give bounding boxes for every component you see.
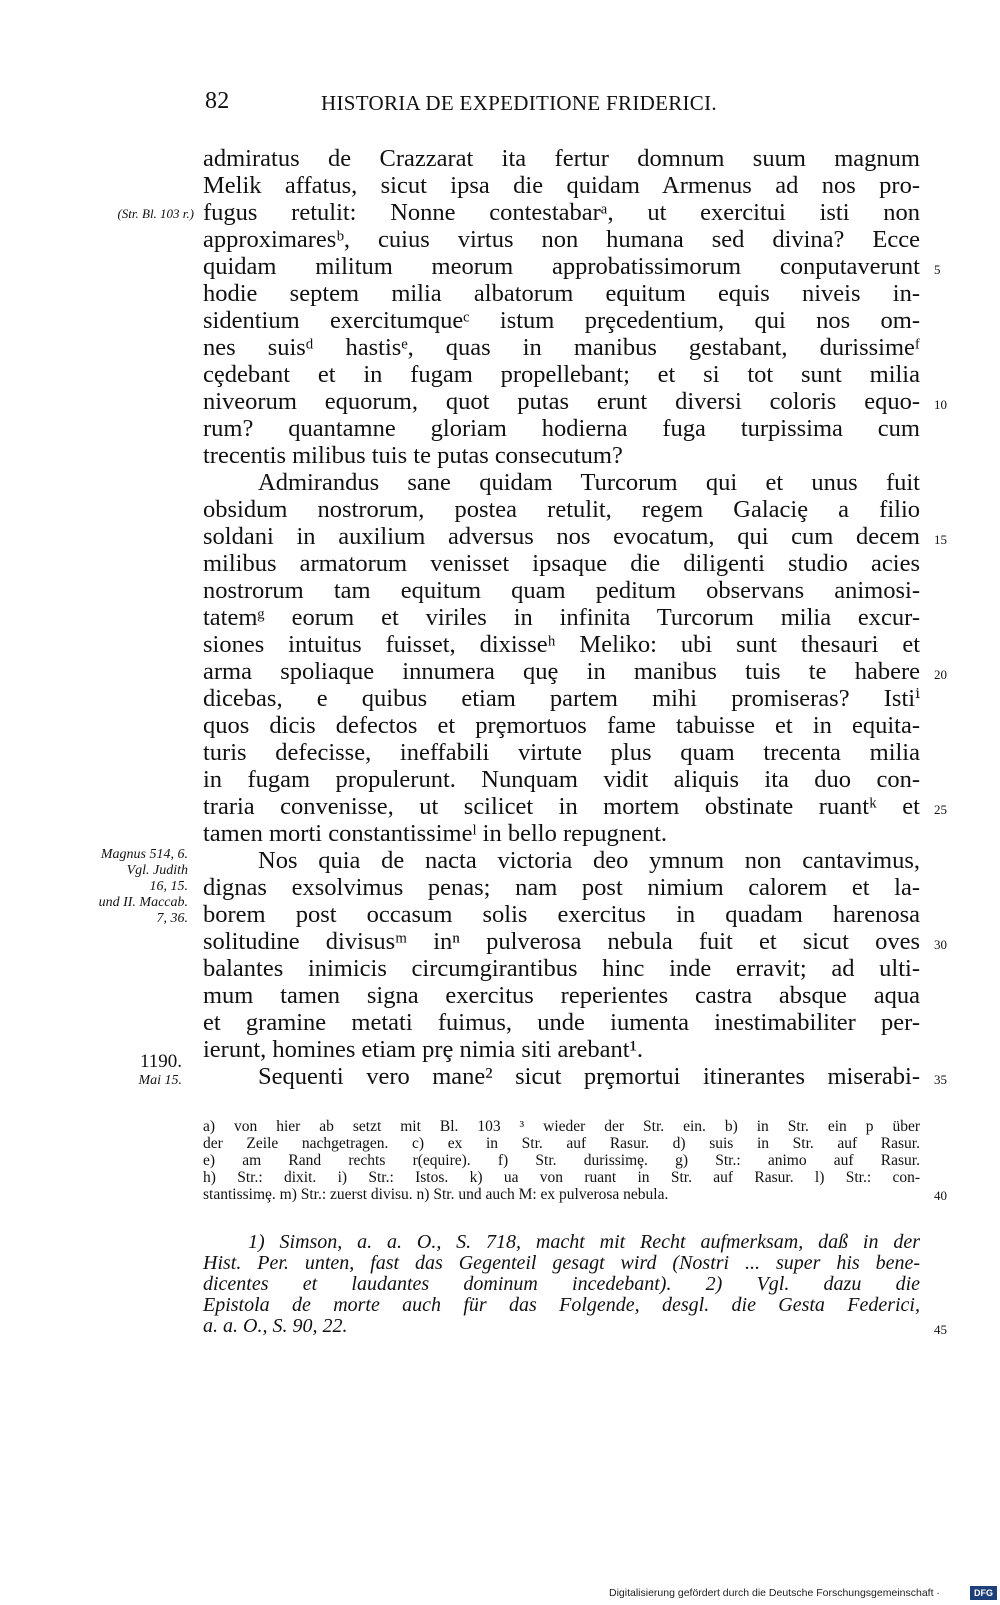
text-line: fugus retulit: Nonne contestabarᵃ, ut exercitui isti non [203, 199, 920, 226]
text-line: quidam militum meorum approbatissimorum conputaverunt [203, 253, 920, 280]
text-line: siones intuitus fuisset, dixisseʰ Meliko: ubi sunt thesauri et [203, 631, 920, 658]
text-line: turis defecisse, ineffabili virtute plus quam trecenta milia [203, 739, 920, 766]
margin-ref-line: 7, 36. [156, 911, 188, 926]
apparatus-line: der Zeile nachgetragen. c) ex in Str. auf Rasur. d) suis in Str. auf Rasur. [203, 1135, 920, 1152]
text-line: tamen morti constantissimeˡ in bello repugnent. [203, 820, 668, 847]
line-number: 30 [934, 937, 947, 952]
text-line: soldani in auxilium adversus nos evocatum, qui cum decem [203, 523, 920, 550]
text-line: nostrorum tam equitum quam peditum observans animosi- [203, 577, 920, 604]
apparatus-line: a) von hier ab setzt mit Bl. 103 ³ wieder der Str. ein. b) in Str. ein p über [203, 1118, 920, 1135]
text-line: et gramine metati fuimus, unde iumenta inestimabiliter per- [203, 1009, 920, 1036]
text-line: obsidum nostrorum, postea retulit, regem Galaciȩ a filio [203, 496, 920, 523]
commentary-line: a. a. O., S. 90, 22. [203, 1315, 348, 1337]
text-line: ierunt, homines etiam prȩ nimia siti arebant¹. [203, 1036, 644, 1063]
line-number: 40 [934, 1188, 947, 1203]
text-line: cȩdebant et in fugam propellebant; et si tot sunt milia [203, 361, 920, 388]
line-number: 15 [934, 532, 947, 547]
margin-source-note: (Str. Bl. 103 r.) [117, 206, 194, 221]
page-number: 82 [205, 88, 230, 114]
text-line: trecentis milibus tuis te putas consecutum? [203, 442, 623, 469]
text-line: admiratus de Crazzarat ita fertur domnum suum magnum [203, 145, 920, 172]
margin-ref-line: 16, 15. [149, 879, 188, 894]
text-line: tatemᵍ eorum et viriles in infinita Turcorum milia excur- [203, 604, 920, 631]
margin-date-year: 1190. [139, 1051, 182, 1072]
text-line: sidentium exercitumqueᶜ istum prȩcedentium, qui nos om- [203, 307, 920, 334]
commentary-line: dicentes et laudantes dominum incedebant). 2) Vgl. dazu die [203, 1273, 920, 1295]
line-number: 35 [934, 1072, 947, 1087]
text-line: niveorum equorum, quot putas erunt diversi coloris equo- [203, 388, 920, 415]
running-header [205, 88, 800, 122]
text-line: approximaresᵇ, cuius virtus non humana sed divina? Ecce [203, 226, 920, 253]
margin-ref-line: Vgl. Judith [126, 863, 188, 878]
apparatus-line: h) Str.: dixit. i) Str.: Istos. k) ua von ruant in Str. auf Rasur. l) Str.: con- [203, 1169, 920, 1186]
line-number: 20 [934, 667, 947, 682]
text-line: nes suisᵈ hastisᵉ, quas in manibus gestabant, durissimeᶠ [203, 334, 920, 361]
margin-ref-line: Magnus 514, 6. [100, 847, 188, 862]
text-line: milibus armatorum venisset ipsaque die diligenti studio acies [203, 550, 920, 577]
margin-date-day: Mai 15. [138, 1073, 182, 1088]
commentary-notes [203, 1232, 920, 1337]
text-line: borem post occasum solis exercitus in quadam harenosa [203, 901, 920, 928]
digitization-credit: Digitalisierung gefördert durch die Deutsche Forschungsgemeinschaft · [609, 1587, 940, 1599]
margin-bible-ref [58, 847, 188, 927]
text-line: rum? quantamne gloriam hodierna fuga turpissima cum [203, 415, 920, 442]
line-number: 5 [934, 262, 941, 277]
apparatus-line: stantissimȩ. m) Str.: zuerst divisu. n) Str. und auch M: ex pulverosa nebula. [203, 1186, 669, 1203]
text-line: mum tamen signa exercitus reperientes castra absque aqua [203, 982, 920, 1009]
text-line: in fugam propulerunt. Nunquam vidit aliquis ita duo con- [203, 766, 920, 793]
line-number: 10 [934, 397, 947, 412]
text-line: balantes inimicis circumgirantibus hinc inde erravit; ad ulti- [203, 955, 920, 982]
commentary-line: Epistola de morte auch für das Folgende, desgl. die Gesta Federici, [203, 1294, 920, 1316]
apparatus-notes [203, 1118, 920, 1203]
line-number: 25 [934, 802, 947, 817]
text-line: quos dicis defectos et prȩmortuos fame tabuisse et in equita- [203, 712, 920, 739]
text-line: Nos quia de nacta victoria deo ymnum non cantavimus, [258, 847, 920, 874]
text-line: solitudine divisusᵐ inⁿ pulverosa nebula fuit et sicut oves [203, 928, 920, 955]
commentary-line: 1) Simson, a. a. O., S. 718, macht mit Recht aufmerksam, daß in der [248, 1231, 920, 1253]
commentary-line: Hist. Per. unten, fast das Gegenteil gesagt wird (Nostri ... super his bene- [203, 1252, 920, 1274]
text-line: arma spoliaque innumera quȩ in manibus tuis te habere [203, 658, 920, 685]
text-line: Melik affatus, sicut ipsa die quidam Armenus ad nos pro- [203, 172, 920, 199]
margin-ref-line: und II. Maccab. [98, 895, 188, 910]
apparatus-line: e) am Rand rechts r(equire). f) Str. durissimȩ. g) Str.: animo auf Rasur. [203, 1152, 920, 1169]
dfg-logo: DFG [970, 1586, 997, 1600]
text-line: hodie septem milia albatorum equitum equis niveis in- [203, 280, 920, 307]
text-line: Sequenti vero mane² sicut prȩmortui itinerantes miserabi- [258, 1063, 920, 1090]
line-number: 45 [934, 1322, 947, 1337]
running-title: HISTORIA DE EXPEDITIONE FRIDERICI. [321, 91, 717, 115]
text-line: Admirandus sane quidam Turcorum qui et unus fuit [258, 469, 920, 496]
text-line: dignas exsolvimus penas; nam post nimium calorem et la- [203, 874, 920, 901]
text-line: dicebas, e quibus etiam partem mihi promiseras? Istiⁱ [203, 685, 920, 712]
text-line: traria convenisse, ut scilicet in mortem obstinate ruantᵏ et [203, 793, 920, 820]
